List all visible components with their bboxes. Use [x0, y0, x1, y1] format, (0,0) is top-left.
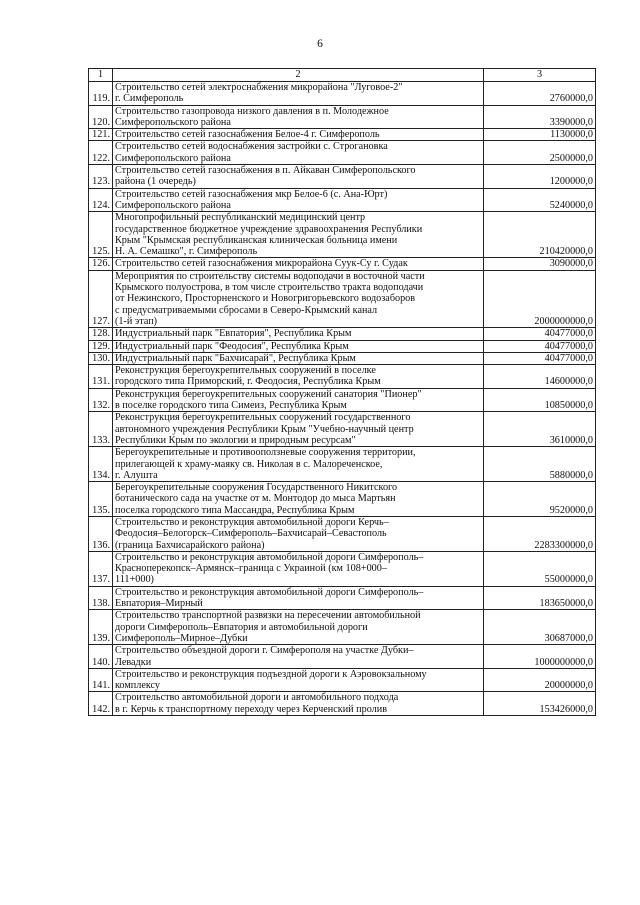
row-amount: 2000000000,0 — [484, 270, 596, 327]
description-line: Многопрофильный республиканский медицинский центр — [115, 212, 366, 224]
row-amount: 40477000,0 — [484, 328, 596, 340]
row-number: 125. — [89, 212, 113, 258]
row-amount: 40477000,0 — [484, 352, 596, 364]
row-description — [113, 258, 484, 270]
row-description — [113, 551, 484, 586]
row-number: 120. — [89, 105, 113, 129]
table-row — [89, 258, 596, 270]
description-line: Индустриальный парк "Евпатория", Республика Крым — [115, 328, 352, 340]
description-line: Индустриальный парк "Феодосия", Республика Крым — [115, 340, 349, 352]
description-line: городского типа Приморский, г. Феодосия, Республика Крым — [115, 376, 381, 388]
row-number: 129. — [89, 340, 113, 352]
description-line: г. Алушта — [115, 469, 158, 481]
row-number: 134. — [89, 447, 113, 482]
description-line: Строительство транспортной развязки на пересечении автомобильной — [115, 610, 421, 622]
row-amount: 2760000,0 — [484, 82, 596, 106]
row-amount: 1000000000,0 — [484, 645, 596, 669]
row-amount: 153426000,0 — [484, 692, 596, 716]
row-amount: 5240000,0 — [484, 188, 596, 212]
description-line: Реконструкция берегоукрепительных сооружений в поселке — [115, 365, 376, 377]
row-amount: 2500000,0 — [484, 141, 596, 165]
description-line: Строительство сетей водоснабжения застройки с. Строгановка — [115, 141, 388, 153]
row-number: 123. — [89, 165, 113, 189]
description-line: (1-й этап) — [115, 315, 158, 327]
row-number: 141. — [89, 668, 113, 692]
column-header: 1 — [89, 69, 113, 82]
description-line: ботанического сада на участке от м. Монтодор до мыса Мартьян — [115, 493, 396, 505]
table-row — [89, 645, 596, 669]
description-line: (граница Бахчисарайского района) — [115, 539, 265, 551]
row-description — [113, 352, 484, 364]
description-line: Евпатория–Мирный — [115, 598, 203, 610]
row-amount: 3090000,0 — [484, 258, 596, 270]
description-line: Берегоукрепительные сооружения Государственного Никитского — [115, 482, 398, 494]
description-line: Строительство сетей газоснабжения в п. Айкаван Симферопольского — [115, 165, 416, 177]
objects-table — [88, 68, 596, 716]
table-row — [89, 412, 596, 447]
description-line: Феодосия–Белогорск–Симферополь–Бахчисарай–Севастополь — [115, 528, 387, 540]
description-line: г. Симферополь — [115, 93, 184, 105]
row-number: 140. — [89, 645, 113, 669]
column-header: 2 — [113, 69, 484, 82]
table-row — [89, 188, 596, 212]
description-line: Строительство объездной дороги г. Симферополя на участке Дубки– — [115, 645, 414, 657]
row-number: 122. — [89, 141, 113, 165]
description-line: автономного учреждения Республики Крым "Учебно-научный центр — [115, 423, 414, 435]
description-line: Строительство сетей газоснабжения микрорайона Суук-Су г. Судак — [115, 258, 408, 270]
row-description — [113, 365, 484, 389]
row-number: 130. — [89, 352, 113, 364]
row-description — [113, 482, 484, 517]
table-row — [89, 328, 596, 340]
description-line: Симферопольского района — [115, 116, 231, 128]
row-amount: 3610000,0 — [484, 412, 596, 447]
description-line: от Нежинского, Просторненского и Новогригорьевского водозаборов — [115, 293, 416, 305]
row-amount: 3390000,0 — [484, 105, 596, 129]
row-amount: 55000000,0 — [484, 551, 596, 586]
table-row — [89, 352, 596, 364]
row-description — [113, 447, 484, 482]
table-row — [89, 129, 596, 141]
table-row — [89, 482, 596, 517]
row-number: 139. — [89, 610, 113, 645]
row-amount: 20000000,0 — [484, 668, 596, 692]
row-amount: 2283300000,0 — [484, 516, 596, 551]
table-row — [89, 586, 596, 610]
description-line: Строительство и реконструкция автомобильной дороги Симферополь– — [115, 586, 424, 598]
table-row — [89, 516, 596, 551]
description-line: поселка городского типа Массандра, Республика Крым — [115, 504, 355, 516]
row-description — [113, 212, 484, 258]
row-description — [113, 340, 484, 352]
table-row — [89, 388, 596, 412]
description-line: Индустриальный парк "Бахчисарай", Республика Крым — [115, 352, 356, 364]
row-description — [113, 82, 484, 106]
row-number: 127. — [89, 270, 113, 327]
row-number: 131. — [89, 365, 113, 389]
column-header: 3 — [484, 69, 596, 82]
row-number: 135. — [89, 482, 113, 517]
description-line: Строительство и реконструкция автомобильной дороги Керчь– — [115, 516, 389, 528]
description-line: Крым "Крымская республиканская клиническая больница имени — [115, 234, 398, 246]
description-line: Реконструкция берегоукрепительных сооружений санатория "Пионер" — [115, 388, 422, 400]
row-number: 142. — [89, 692, 113, 716]
row-description — [113, 165, 484, 189]
description-line: Симферопольского района — [115, 152, 231, 164]
description-line: Строительство газопровода низкого давления в п. Молодежное — [115, 105, 389, 117]
row-amount: 1200000,0 — [484, 165, 596, 189]
description-line: с предусматриваемыми сбросами в Северо-Крымский канал — [115, 304, 378, 316]
row-number: 133. — [89, 412, 113, 447]
row-description — [113, 141, 484, 165]
row-amount: 1130000,0 — [484, 129, 596, 141]
description-line: Строительство сетей газоснабжения Белое-4 г. Симферополь — [115, 129, 380, 141]
row-description — [113, 692, 484, 716]
table-row — [89, 270, 596, 327]
row-number: 126. — [89, 258, 113, 270]
row-amount: 9520000,0 — [484, 482, 596, 517]
description-line: дороги Симферополь–Евпатория и автомобильной дороги — [115, 621, 368, 633]
table-row — [89, 692, 596, 716]
row-amount: 10850000,0 — [484, 388, 596, 412]
table-row — [89, 447, 596, 482]
description-line: района (1 очередь) — [115, 176, 196, 188]
description-line: в г. Керчь к транспортному переходу через Керченский пролив — [115, 703, 387, 715]
description-line: Республики Крым по экологии и природным ресурсам" — [115, 434, 356, 446]
description-line: в поселке городского типа Симеиз, Республика Крым — [115, 400, 347, 412]
page-number: 6 — [317, 38, 323, 50]
description-line: Крымского полуострова, в том числе строительство тракта водоподачи — [115, 282, 424, 294]
table-row — [89, 365, 596, 389]
row-number: 119. — [89, 82, 113, 106]
table-row — [89, 165, 596, 189]
description-line: Строительство сетей газоснабжения мкр Белое-6 (с. Ана-Юрт) — [115, 188, 388, 200]
row-description — [113, 328, 484, 340]
row-number: 138. — [89, 586, 113, 610]
row-number: 128. — [89, 328, 113, 340]
description-line: Левадки — [115, 656, 152, 668]
row-amount: 40477000,0 — [484, 340, 596, 352]
description-line: Строительство сетей электроснабжения микрорайона "Луговое-2" — [115, 82, 403, 93]
row-number: 132. — [89, 388, 113, 412]
table-row — [89, 551, 596, 586]
table-row — [89, 668, 596, 692]
row-number: 124. — [89, 188, 113, 212]
description-line: Строительство и реконструкция подъездной дороги к Аэровокзальному — [115, 668, 427, 680]
description-line: Симферопольского района — [115, 199, 231, 211]
description-line: Берегоукрепительные и противооползневые сооружения территории, — [115, 447, 416, 459]
row-description — [113, 388, 484, 412]
description-line: Строительство автомобильной дороги и автомобильного подхода — [115, 692, 399, 704]
row-amount: 30687000,0 — [484, 610, 596, 645]
description-line: Мероприятия по строительству системы водоподачи в восточной части — [115, 270, 425, 282]
description-line: Строительство и реконструкция автомобильной дороги Симферополь– — [115, 551, 424, 563]
description-line: Симферополь–Мирное–Дубки — [115, 632, 248, 644]
row-description — [113, 610, 484, 645]
row-description — [113, 105, 484, 129]
description-line: комплексу — [115, 680, 161, 692]
row-description — [113, 270, 484, 327]
row-description — [113, 412, 484, 447]
table-header-row — [89, 69, 596, 82]
row-description — [113, 668, 484, 692]
row-amount: 14600000,0 — [484, 365, 596, 389]
table-row — [89, 105, 596, 129]
row-description — [113, 645, 484, 669]
row-amount: 210420000,0 — [484, 212, 596, 258]
row-number: 121. — [89, 129, 113, 141]
table-row — [89, 340, 596, 352]
description-line: 111+000) — [115, 574, 154, 586]
description-line: Красноперекопск–Армянск–граница с Украиной (км 108+000– — [115, 563, 387, 575]
description-line: прилегающей к храму-маяку св. Николая в с. Малореченское, — [115, 458, 383, 470]
description-line: Н. А. Семашко", г. Симферополь — [115, 246, 258, 258]
row-description — [113, 188, 484, 212]
description-line: государственное бюджетное учреждение здравоохранения Республики — [115, 223, 423, 235]
table-row — [89, 82, 596, 106]
row-number: 137. — [89, 551, 113, 586]
row-amount: 5880000,0 — [484, 447, 596, 482]
row-description — [113, 586, 484, 610]
row-description — [113, 516, 484, 551]
description-line: Реконструкция берегоукрепительных сооружений государственного — [115, 412, 411, 424]
row-amount: 183650000,0 — [484, 586, 596, 610]
table-row — [89, 141, 596, 165]
row-description — [113, 129, 484, 141]
row-number: 136. — [89, 516, 113, 551]
table-row — [89, 212, 596, 258]
table-row — [89, 610, 596, 645]
